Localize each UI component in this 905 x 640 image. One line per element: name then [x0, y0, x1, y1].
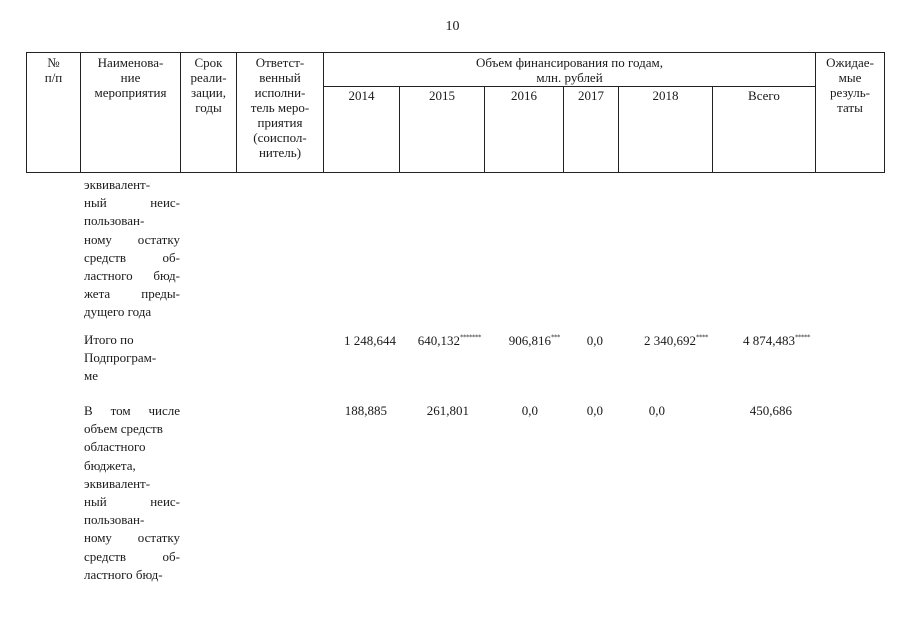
including-2016: 0,0 — [521, 403, 538, 418]
header-text: приятия — [257, 115, 303, 130]
header-year-total: Всего — [748, 88, 780, 103]
total-overall — [700, 333, 810, 348]
text-line: эквивалент- — [84, 475, 151, 491]
text-line: ластного бюд- — [84, 566, 163, 582]
header-text: Ожидае- — [826, 55, 874, 70]
header-year-2014: 2014 — [348, 88, 375, 103]
text-line: ному остатку — [84, 530, 180, 546]
footnote-mark: *** — [551, 333, 560, 342]
header-text: мероприятия — [94, 85, 167, 100]
text-line: эквивалент- — [84, 177, 151, 192]
header-year-2016: 2016 — [511, 88, 537, 103]
header-text: п/п — [44, 70, 63, 85]
header-text: резуль- — [830, 85, 870, 100]
header-text: зации, — [190, 85, 227, 100]
header-text: годы — [195, 100, 222, 115]
header-text: Ответст- — [255, 55, 305, 70]
total-2017 — [548, 333, 603, 348]
cell-value: 640,132 — [417, 333, 460, 348]
including-total: 450,686 — [749, 403, 792, 418]
text-line: объем средств — [84, 421, 163, 437]
including-2015: 261,801 — [426, 403, 469, 418]
header-col-term — [181, 55, 236, 115]
text-line: жета преды- — [84, 286, 180, 302]
total-2018 — [605, 333, 708, 348]
text-line: пользован- — [84, 213, 145, 229]
text-line: дущего года — [84, 304, 152, 320]
header-col-responsible — [237, 55, 323, 160]
header-col-result — [816, 55, 884, 115]
cell-value: 1 248,644 — [344, 333, 396, 348]
text-line: средств об- — [84, 548, 180, 564]
header-text: тель меро- — [250, 100, 310, 115]
text-line: областного — [84, 439, 146, 455]
header-text: таты — [837, 100, 863, 115]
including-2017: 0,0 — [586, 403, 603, 418]
text-line: Подпрограм- — [84, 350, 157, 366]
cell-value: 906,816 — [508, 333, 551, 348]
header-text: Объем финансирования по годам, — [475, 55, 664, 70]
text-line: Итого по — [84, 332, 134, 347]
header-text: № — [47, 55, 60, 70]
total-row-label — [84, 331, 180, 386]
footnote-mark: **** — [696, 333, 708, 342]
footnote-mark: ******* — [460, 333, 481, 342]
header-text: нитель) — [258, 145, 302, 160]
header-text: реали- — [190, 70, 227, 85]
header-text: мые — [838, 70, 862, 85]
header-col-funding — [324, 55, 815, 85]
text-line: В том числе — [84, 403, 180, 418]
header-year-2015: 2015 — [429, 88, 455, 103]
text-line: ному остатку — [84, 231, 180, 247]
text-line: пользован- — [84, 512, 145, 528]
header-col-number — [27, 55, 80, 85]
cell-value: 2 340,692 — [644, 333, 696, 348]
total-2014 — [310, 333, 396, 348]
text-line: ный неис- — [84, 493, 180, 509]
header-text: венный — [259, 70, 301, 85]
header-col-name — [81, 55, 180, 100]
header-text: Наименова- — [97, 55, 164, 70]
cell-value: 0,0 — [586, 333, 603, 348]
footnote-mark: ***** — [795, 333, 810, 342]
header-text: ние — [120, 70, 141, 85]
header-text: исполни- — [254, 85, 306, 100]
cell-value: 4 874,483 — [743, 333, 795, 348]
including-2014: 188,885 — [344, 403, 387, 418]
including-2018: 0,0 — [648, 403, 665, 418]
text-line: ластного бюд- — [84, 267, 180, 283]
header-year-2017: 2017 — [578, 88, 604, 103]
header-text: млн. рублей — [536, 70, 603, 85]
including-row-label — [84, 402, 180, 584]
header-text: (соиспол- — [253, 130, 307, 145]
continuation-text — [84, 176, 180, 322]
header-text: Срок — [194, 55, 223, 70]
text-line: ный неис- — [84, 195, 180, 211]
text-line: бюджета, — [84, 457, 136, 473]
header-year-2018: 2018 — [652, 88, 679, 103]
page-number: 10 — [445, 19, 460, 34]
total-2015 — [388, 333, 481, 348]
text-line: ме — [84, 368, 98, 384]
text-line: средств об- — [84, 249, 180, 265]
